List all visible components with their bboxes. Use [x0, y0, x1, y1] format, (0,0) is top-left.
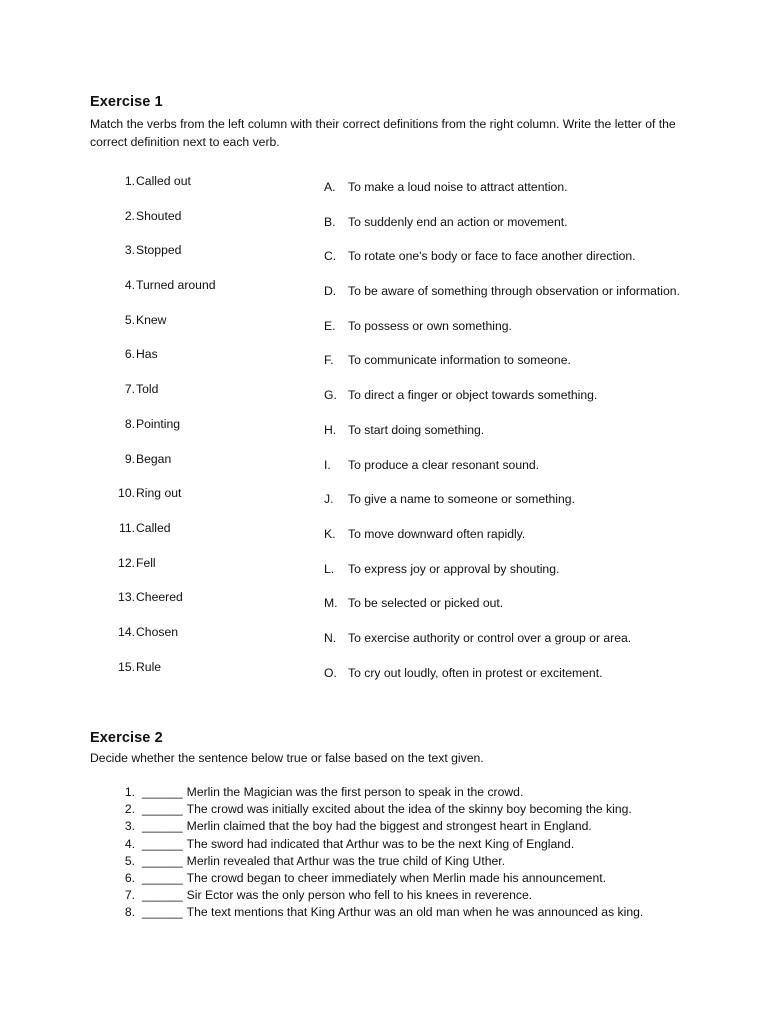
definition-letter: F. [324, 353, 334, 368]
definition-item [320, 421, 680, 456]
verb-text: Has [136, 347, 158, 362]
statement-number: 1. [124, 785, 135, 799]
definition-item [320, 525, 680, 560]
answer-blank[interactable]: ______ [142, 802, 183, 817]
answer-blank[interactable]: ______ [142, 836, 183, 851]
exercise-1-instructions: Match the verbs from the left column with their correct definitions from the right column. Write the letter of the correct definition next to each verb. [90, 117, 676, 149]
statement-text: The text mentions that King Arthur was an old man when he was announced as king. [186, 905, 644, 920]
verb-number: 12. [118, 555, 135, 570]
statement-item [108, 904, 643, 921]
definition-text: To rotate one's body or face to face another direction. [348, 249, 636, 264]
verb-text: Called [136, 520, 171, 535]
answer-blank[interactable]: ______ [142, 853, 183, 868]
statement-number: 5. [124, 853, 135, 868]
definition-text: To move downward often rapidly. [348, 526, 526, 541]
definition-item [320, 490, 680, 525]
verb-number: 13. [118, 590, 135, 605]
definition-text: To possess or own something. [348, 318, 512, 333]
statement-item [108, 887, 643, 904]
definition-letter: C. [324, 249, 337, 264]
verb-text: Knew [136, 312, 167, 327]
definition-text: To give a name to someone or something. [348, 492, 575, 507]
statement-number: 8. [124, 905, 135, 920]
definition-letter: G. [324, 388, 337, 403]
statement-text: The sword had indicated that Arthur was to be the next King of England. [186, 836, 575, 851]
verb-number: 15. [118, 659, 135, 674]
verb-text: Pointing [136, 416, 181, 431]
verb-item [108, 588, 216, 623]
exercise-2-title: Exercise 2 [90, 730, 163, 746]
definition-item [320, 560, 680, 595]
definition-letter: M. [324, 596, 338, 611]
verb-item [108, 554, 216, 589]
definition-item [320, 282, 680, 317]
statement-text: Merlin the Magician was the first person to speak in the crowd. [186, 785, 524, 799]
definition-item [320, 664, 680, 699]
verb-item [108, 241, 216, 276]
definition-letter: H. [324, 422, 337, 437]
verb-number: 8. [124, 416, 135, 431]
answer-blank[interactable]: ______ [142, 785, 183, 799]
exercise-1-title: Exercise 1 [90, 94, 163, 110]
definition-text: To make a loud noise to attract attention. [348, 180, 568, 194]
verb-text: Turned around [136, 278, 216, 293]
verb-number: 1. [124, 174, 135, 188]
definition-letter: D. [324, 284, 337, 299]
verb-text: Told [136, 382, 159, 397]
definition-letter: K. [324, 526, 336, 541]
definition-item [320, 351, 680, 386]
answer-blank[interactable]: ______ [142, 819, 183, 834]
definition-letter: E. [324, 318, 336, 333]
statement-item [108, 870, 643, 887]
verb-item [108, 519, 216, 554]
definition-text: To be aware of something through observation or information. [348, 284, 680, 299]
definition-item [320, 178, 680, 213]
answer-blank[interactable]: ______ [142, 888, 183, 903]
verb-item [108, 207, 216, 242]
verb-text: Rule [136, 659, 162, 674]
definition-letter: B. [324, 214, 336, 229]
statement-item [108, 784, 643, 801]
statement-item [108, 801, 643, 818]
statement-text: The crowd began to cheer immediately when Merlin made his announcement. [186, 870, 607, 885]
definition-letter: L. [324, 561, 335, 576]
verb-number: 7. [124, 382, 135, 397]
verb-item [108, 172, 216, 207]
verb-item [108, 450, 216, 485]
exercise-2-instructions: Decide whether the sentence below true or false based on the text given. [90, 751, 484, 765]
verb-number: 3. [124, 243, 135, 258]
statement-number: 7. [124, 888, 135, 903]
definition-item [320, 629, 680, 664]
verb-item [108, 623, 216, 658]
statement-text: Merlin claimed that the boy had the biggest and strongest heart in England. [186, 819, 592, 834]
definition-item [320, 594, 680, 629]
verb-number: 6. [124, 347, 135, 362]
definition-text: To suddenly end an action or movement. [348, 214, 568, 229]
verb-number: 5. [124, 312, 135, 327]
verb-number: 4. [124, 278, 135, 293]
definition-text: To express joy or approval by shouting. [348, 561, 560, 576]
verb-text: Fell [136, 555, 156, 570]
verb-text: Ring out [136, 486, 182, 501]
verb-item [108, 276, 216, 311]
definition-text: To exercise authority or control over a group or area. [348, 630, 632, 645]
definition-text: To start doing something. [348, 422, 485, 437]
verb-text: Began [136, 451, 172, 466]
verb-item [108, 415, 216, 450]
verb-text: Shouted [136, 208, 182, 223]
definition-text: To communicate information to someone. [348, 353, 571, 368]
definition-text: To be selected or picked out. [348, 596, 504, 611]
answer-blank[interactable]: ______ [142, 905, 183, 920]
definition-item [320, 247, 680, 282]
definition-list [320, 178, 680, 698]
verb-text: Chosen [136, 624, 179, 639]
verb-number: 9. [124, 451, 135, 466]
verb-item [108, 345, 216, 380]
statement-item [108, 836, 643, 853]
definition-text: To produce a clear resonant sound. [348, 457, 540, 472]
verb-text: Called out [136, 174, 191, 188]
statement-number: 2. [124, 802, 135, 817]
definition-text: To direct a finger or object towards something. [348, 388, 598, 403]
definition-letter: A. [324, 180, 336, 194]
definition-letter: I. [324, 457, 331, 472]
statement-text: Sir Ector was the only person who fell to his knees in reverence. [186, 888, 533, 903]
statement-item [108, 853, 643, 870]
definition-item [320, 213, 680, 248]
true-false-list [108, 784, 643, 922]
definition-letter: O. [324, 665, 337, 680]
statement-text: The crowd was initially excited about the idea of the skinny boy becoming the king. [186, 802, 632, 817]
definition-text: To cry out loudly, often in protest or excitement. [348, 665, 603, 680]
verb-number: 10. [118, 486, 135, 501]
verb-number: 2. [124, 208, 135, 223]
verb-text: Stopped [136, 243, 182, 258]
verb-item [108, 484, 216, 519]
definition-item [320, 456, 680, 491]
statement-number: 6. [124, 870, 135, 885]
verb-number: 11. [118, 520, 135, 535]
statement-number: 3. [124, 819, 135, 834]
verb-number: 14. [118, 624, 135, 639]
definition-item [320, 386, 680, 421]
statement-number: 4. [124, 836, 135, 851]
definition-item [320, 317, 680, 352]
statement-item [108, 818, 643, 835]
definition-letter: N. [324, 630, 337, 645]
verb-item [108, 658, 216, 693]
verb-item [108, 380, 216, 415]
verb-text: Cheered [136, 590, 183, 605]
verb-item [108, 311, 216, 346]
answer-blank[interactable]: ______ [142, 870, 183, 885]
verb-list [108, 172, 216, 692]
definition-letter: J. [324, 492, 334, 507]
statement-text: Merlin revealed that Arthur was the true child of King Uther. [186, 853, 506, 868]
